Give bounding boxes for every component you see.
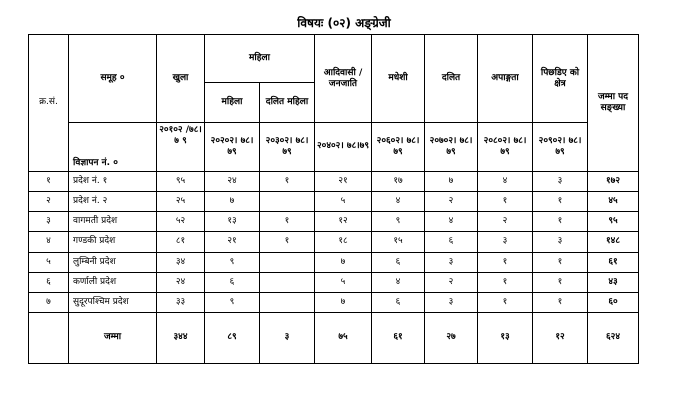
header-open: खुला [157, 35, 205, 123]
cell-women: ६ [205, 272, 260, 292]
cell-backward: १ [533, 252, 588, 272]
cell-province: प्रदेश नं. २ [69, 192, 157, 212]
cell-sn: ६ [29, 272, 69, 292]
code-dalit: २०७०२। ७८।७९ [425, 123, 478, 172]
table-row [29, 232, 639, 252]
cell-dalit-women [260, 272, 315, 292]
page-title: विषयः (०२) अङ्ग्रेजी [297, 16, 391, 30]
total-madhesi: ६१ [372, 312, 425, 363]
header-indigenous: आदिवासी / जनजाति [315, 35, 372, 123]
cell-indigenous: २१ [315, 171, 372, 191]
cell-disabled: १ [478, 272, 533, 292]
cell-sn: २ [29, 192, 69, 212]
table-row [29, 252, 639, 272]
cell-dalit: ३ [425, 292, 478, 312]
table-row [29, 272, 639, 292]
cell-madhesi: ६ [372, 292, 425, 312]
totals-label: जम्मा [69, 312, 157, 363]
header-total-posts: जम्मा पद सङ्ख्या [588, 35, 639, 172]
cell-disabled: १ [478, 192, 533, 212]
code-women: २०२०२। ७८।७९ [205, 123, 260, 172]
cell-province: वागमती प्रदेश [69, 212, 157, 232]
cell-madhesi: १७ [372, 171, 425, 191]
cell-women: ७ [205, 192, 260, 212]
cell-province: लुम्बिनी प्रदेश [69, 252, 157, 272]
totals-row [29, 312, 639, 363]
code-disabled: २०८०२। ७८।७९ [478, 123, 533, 172]
cell-open: ८१ [157, 232, 205, 252]
cell-madhesi: ६ [372, 252, 425, 272]
cell-open: ३३ [157, 292, 205, 312]
cell-dalit: ७ [425, 171, 478, 191]
cell-indigenous: ७ [315, 252, 372, 272]
cell-madhesi: १५ [372, 232, 425, 252]
cell-women: ९ [205, 252, 260, 272]
header-disabled: अपाङ्गता [478, 35, 533, 123]
cell-women: ९ [205, 292, 260, 312]
cell-total: ६० [588, 292, 639, 312]
header-ad-no: विज्ञापन नं. ० [69, 123, 157, 172]
cell-open: २४ [157, 272, 205, 292]
cell-indigenous: १८ [315, 232, 372, 252]
code-madhesi: २०६०२। ७८।७९ [372, 123, 425, 172]
cell-backward: १ [533, 192, 588, 212]
code-open: २०१०२ /७८।७ ९ [157, 123, 205, 172]
cell-open: ५२ [157, 212, 205, 232]
cell-open: २५ [157, 192, 205, 212]
cell-dalit-women [260, 292, 315, 312]
cell-madhesi: ४ [372, 192, 425, 212]
cell-backward: १ [533, 212, 588, 232]
total-dalit: २७ [425, 312, 478, 363]
cell-total: ९५ [588, 212, 639, 232]
cell-dalit: ४ [425, 212, 478, 232]
cell-open: ३४ [157, 252, 205, 272]
cell-open: ९५ [157, 171, 205, 191]
cell-dalit-women [260, 192, 315, 212]
cell-dalit-women [260, 252, 315, 272]
cell-sn: ७ [29, 292, 69, 312]
cell-disabled: १ [478, 292, 533, 312]
cell-backward: ३ [533, 232, 588, 252]
cell-disabled: ४ [478, 171, 533, 191]
cell-total: ४३ [588, 272, 639, 292]
total-women: ८९ [205, 312, 260, 363]
cell-madhesi: ९ [372, 212, 425, 232]
cell-total: ४५ [588, 192, 639, 212]
cell-disabled: २ [478, 212, 533, 232]
header-backward: पिछडिए को क्षेत्र [533, 35, 588, 123]
table-row [29, 192, 639, 212]
cell-women: १३ [205, 212, 260, 232]
cell-indigenous: ५ [315, 272, 372, 292]
total-all: ६२४ [588, 312, 639, 363]
code-indigenous: २०४०२। ७८।७९ [315, 123, 372, 172]
cell-total: १४८ [588, 232, 639, 252]
vacancy-table [28, 34, 639, 364]
header-women: महिला [205, 82, 260, 122]
cell-province: गण्डकी प्रदेश [69, 232, 157, 252]
cell-indigenous: ७ [315, 292, 372, 312]
cell-sn: ३ [29, 212, 69, 232]
cell-women: २१ [205, 232, 260, 252]
cell-dalit: २ [425, 192, 478, 212]
table-row [29, 292, 639, 312]
header-dalit-women: दलित महिला [260, 82, 315, 122]
cell-disabled: १ [478, 252, 533, 272]
cell-dalit: ६ [425, 232, 478, 252]
cell-dalit: २ [425, 272, 478, 292]
header-dalit: दलित [425, 35, 478, 123]
cell-dalit: ३ [425, 252, 478, 272]
cell-dalit-women: १ [260, 232, 315, 252]
header-madhesi: मधेशी [372, 35, 425, 123]
total-dalit-women: ३ [260, 312, 315, 363]
total-open: ३४४ [157, 312, 205, 363]
cell-disabled: ३ [478, 232, 533, 252]
total-disabled: १३ [478, 312, 533, 363]
code-dalit-women: २०३०२। ७८।७९ [260, 123, 315, 172]
total-backward: १२ [533, 312, 588, 363]
cell-total: ६१ [588, 252, 639, 272]
cell-dalit-women: १ [260, 171, 315, 191]
cell-province: कर्णाली प्रदेश [69, 272, 157, 292]
header-group: समूह ० [69, 35, 157, 123]
code-backward: २०९०२। ७८।७९ [533, 123, 588, 172]
cell-backward: १ [533, 292, 588, 312]
table-row [29, 212, 639, 232]
header-serial: क्र.सं. [29, 35, 69, 172]
cell-sn: ४ [29, 232, 69, 252]
header-women-group: महिला [205, 35, 315, 83]
cell-indigenous: १२ [315, 212, 372, 232]
cell-madhesi: ४ [372, 272, 425, 292]
cell-women: २४ [205, 171, 260, 191]
totals-blank [29, 312, 69, 363]
cell-backward: १ [533, 272, 588, 292]
cell-dalit-women: १ [260, 212, 315, 232]
total-indigenous: ७५ [315, 312, 372, 363]
cell-total: १७२ [588, 171, 639, 191]
cell-sn: ५ [29, 252, 69, 272]
cell-sn: १ [29, 171, 69, 191]
cell-indigenous: ५ [315, 192, 372, 212]
cell-province: प्रदेश नं. १ [69, 171, 157, 191]
cell-province: सुदूरपश्चिम प्रदेश [69, 292, 157, 312]
table-row [29, 171, 639, 191]
cell-backward: ३ [533, 171, 588, 191]
